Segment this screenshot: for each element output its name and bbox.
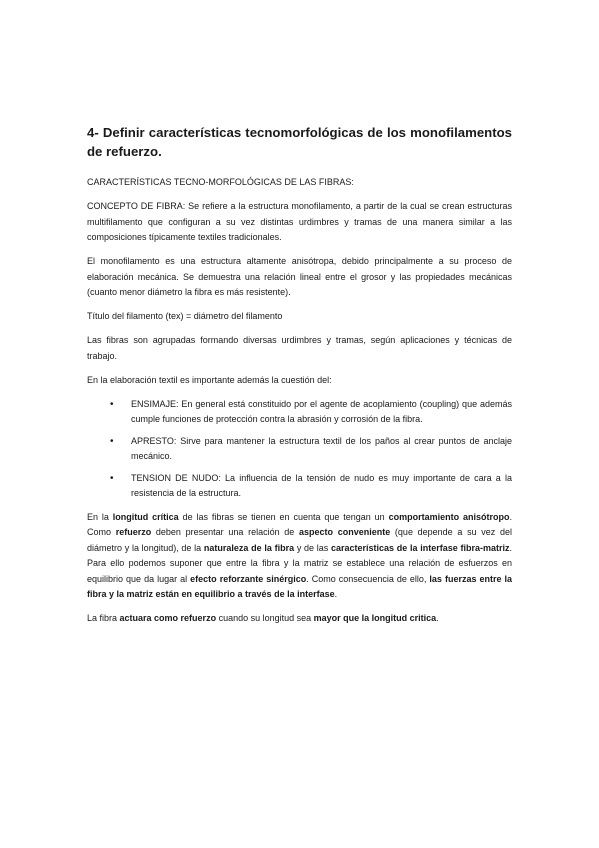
paragraph-titulo-filamento: Título del filamento (tex) = diámetro del filamento [87,311,283,321]
bold-run: mayor que la longitud critica [313,613,437,623]
paragraph-fibras-agrupadas: Las fibras son agrupadas formando diversas urdimbres y tramas, según aplicaciones y técnicas de trabajo. [87,335,512,361]
paragraph-longitud-critica [87,510,512,603]
text-run: y de las [294,542,331,553]
text-run: . [334,589,338,599]
text-run: de las fibras se tienen en cuenta que tengan un [178,511,389,522]
list-item-ensimaje [109,397,512,428]
text-run: cuando su longitud sea [216,613,314,623]
section-heading: CARACTERÍSTICAS TECNO-MORFOLÓGICAS DE LAS FIBRAS: [87,177,354,187]
list-item-text: APRESTO: Sirve para mantener la estructura textil de los paños al crear puntos de anclaje mecánico. [131,435,512,461]
bold-run: las fuerzas entre la fibra y la matriz están en equilibrio a través de la interfase [87,573,513,599]
list-item-apresto [109,434,512,465]
bullet-icon: • [110,398,114,410]
bold-run: características de la interfase fibra-matriz [331,542,510,553]
text-run: (que depende a su vez del diámetro y la longitud), de la [87,527,512,553]
text-run: En la [87,511,113,522]
page-title: 4- Definir características tecnomorfológicas de los monofilamentos de refuerzo. [87,125,512,159]
list-item-tension-nudo [109,471,512,502]
list-item-text: ENSIMAJE: En general está constituido por el agente de acoplamiento (coupling) que además cumple funciones de protección contra la abrasión y corrosión de la fibra. [131,398,512,424]
text-run: . [436,613,439,623]
bold-run: comportamiento anisótropo [388,511,510,522]
list-item-text: TENSION DE NUDO: La influencia de la tensión de nudo es muy importante de cara a la resistencia de la estructura. [131,472,512,498]
paragraph-monofilamento: El monofilamento es una estructura altamente anisótropa, debido principalmente a su proceso de elaboración mecánica. Se demuestra una relación lineal entre el grosor y las propiedades mecánicas (cuanto menor diámetro la fibra es más resistente). [87,256,512,297]
bold-run: efecto reforzante sinérgico [190,573,307,584]
bold-run: naturaleza de la fibra [203,542,295,553]
text-run: . Para ello podemos suponer que entre la fibra y la matriz se establece una relación de esfuerzos en equilibrio que da lugar al [87,542,512,584]
bold-run: actuara como refuerzo [119,613,217,623]
bold-run: aspecto conveniente [299,527,391,537]
bullet-icon: • [110,435,114,447]
bold-run: refuerzo [115,527,152,537]
bold-run: longitud crítica [112,511,179,522]
bullet-list [87,397,512,502]
text-run: La fibra [87,613,120,623]
paragraph-actuara-refuerzo [87,611,512,627]
bullet-icon: • [110,472,114,484]
text-run: . Como consecuencia de ello, [306,573,430,584]
paragraph-concepto-fibra: CONCEPTO DE FIBRA: Se refiere a la estructura monofilamento, a partir de la cual se crean estructuras multifilamento que configuran a su vez distintas urdimbres y tramas de una manera similar a las composiciones típicamente textiles tradicionales. [87,201,512,242]
text-run: deben presentar una relación de [151,527,299,537]
text-run: . Como [87,511,512,537]
paragraph-elaboracion-textil: En la elaboración textil es importante además la cuestión del: [87,374,332,385]
